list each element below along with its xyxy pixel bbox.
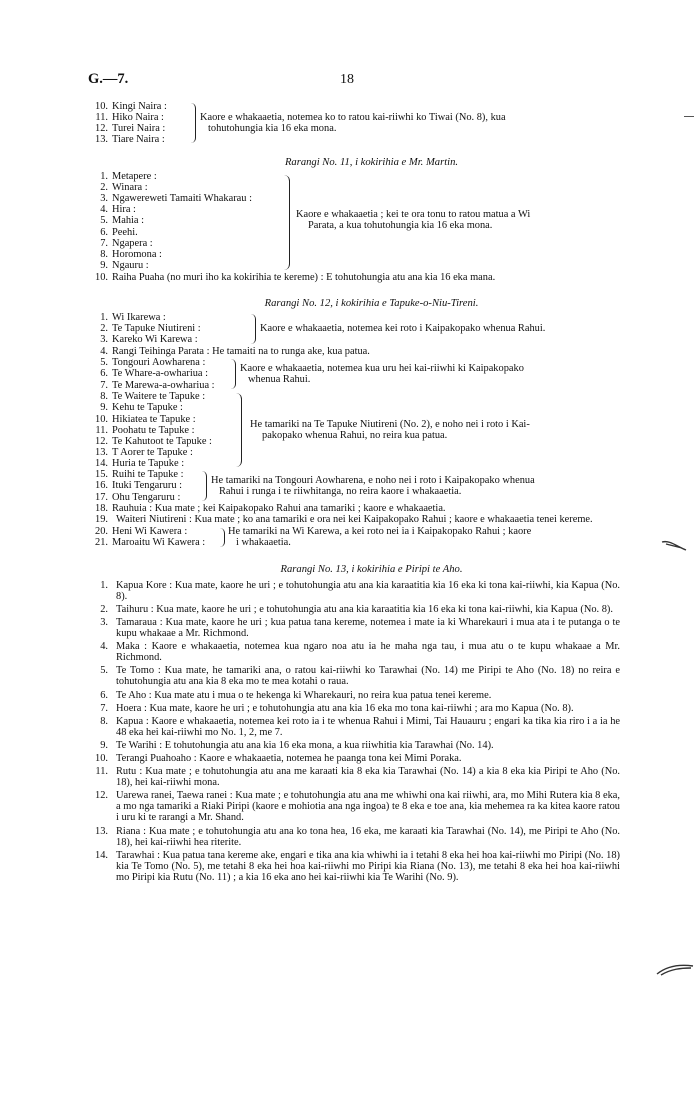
group-note: Kaore e whakaaetia ; kei te ora tonu to ratou matua a Wi Parata, a kua tohutohungia kia 16 eka mona. <box>296 209 531 232</box>
list12-group3 <box>88 391 620 469</box>
list-item: 12. Turei Naira : <box>95 123 166 135</box>
section-heading: Rarangi No. 12, i kokirihia e Tapuke-o-Niu-Tireni. <box>264 298 479 310</box>
list-item: 8. Te Waitere te Tapuke : <box>100 391 206 403</box>
brace <box>231 359 236 389</box>
list-item: 21. Maroaitu Wi Kawera : <box>95 536 206 548</box>
list-item: 10. Hikiatea te Tapuke : <box>95 413 196 425</box>
margin-scribble <box>660 538 690 554</box>
list-item: 1. Wi Ikarewa : <box>100 312 166 324</box>
brace <box>236 393 242 467</box>
list-item: 1. Metapere : <box>100 171 157 183</box>
list-item: 4. Maka : Kaore e whakaaetia, notemea kua ngaro noa atu ia he maha nga tau, i mua atu o te kupu whakaae a Mr. Richmond. <box>100 641 620 664</box>
list-item: 12. Uarewa ranei, Taewa ranei : Kua mate ; e tohutohungia atu ana me whiwhi ona kai riiwhi, ara, mo Mihi Rutera kia 8 eka, a mo nga tamariki a Riaki Piripi (kaore e mohiotia ana nga ingoa) te 8 eka e toe ana, kia mehemea ra ka kitea kaore ratou i uru ki te rarangi a Mr. Shand. <box>95 790 620 824</box>
page-number: 18 <box>340 72 354 87</box>
list-item: 5. Mahia : <box>100 215 145 227</box>
margin-mark <box>684 116 694 117</box>
list-item: 3. Tamaraua : Kua mate, kaore he uri ; kua patua tana kereme, notemea i mate ia ki Wharekauri i mua ata i te putanga o te kupu whakaae a Mr. Richmond. <box>100 616 620 640</box>
list-item: 18. Rauhuia : Kua mate ; kei Kaipakopako Rahui ana tamariki ; kaore e whakaaetia. <box>95 503 446 515</box>
section-heading: Rarangi No. 11, i kokirihia e Mr. Martin. <box>284 157 459 168</box>
list-item: 2. Winara : <box>100 182 148 194</box>
brace <box>202 471 207 501</box>
list12-group2 <box>88 357 620 391</box>
list-item: 16. Ituki Tengaruru : <box>95 480 183 492</box>
list-item: 12. Te Kahutoot te Tapuke : <box>95 435 212 447</box>
list-item: 8. Kapua : Kaore e whakaaetia, notemea kei roto ia i te whenua Rahui i Mimi, Tai Hauauru ; engari ka tika kia riro i a ia he 48 eka hei kai-riiwhi mo No. 1, 2, me 7. <box>100 715 620 738</box>
brace <box>220 528 225 547</box>
list-item: 17. Ohu Tengaruru : <box>95 491 181 503</box>
list-item: 9. Ngauru : <box>100 259 149 271</box>
group-note: He tamariki na Tongouri Aowharena, e noho nei i roto i Kaipakopako whenua Rahui i runga i te riiwhitanga, no reira kaore i whakaaetia. <box>211 475 535 498</box>
list-item: 4. Hira : <box>100 204 136 216</box>
document-id: G.—7. <box>88 71 129 87</box>
group-note: Kaore e whakaaetia, notemea kua uru hei kai-riiwhi ki Kaipakopako whenua Rahui. <box>240 363 524 386</box>
list-item: 6. Peehi. <box>100 226 138 238</box>
document-body <box>88 101 620 883</box>
group-note: He tamariki na Wi Karewa, a kei roto nei ia i Kaipakopako Rahui ; kaore i whakaaetia. <box>228 525 532 548</box>
list-item: 20. Heni Wi Kawera : <box>95 525 188 537</box>
group-note: He tamariki na Te Tapuke Niutireni (No. 2), e noho nei i roto i Kai- pakopako whenua Rahui, no reira kua patua. <box>250 419 530 442</box>
list-item: 1. Kapua Kore : Kua mate, kaore he uri ; e tohutohungia atu ana kia karaatitia kia 16 eka ki tona kai-riiwhi, kia Kapua (No. 8). <box>100 579 620 602</box>
group-note: Kaore e whakaaetia, notemea kei roto i Kaipakopako whenua Rahui. <box>260 323 546 335</box>
brace <box>284 175 290 270</box>
list11-group <box>88 171 620 272</box>
list-item: 7. Hoera : Kua mate, kaore he uri ; e tohutohungia atu ana kia 16 eka mo tona kai-riiwhi ; ara mo Kapua (No. 8). <box>100 702 574 714</box>
margin-scribble-2 <box>655 962 695 978</box>
list-item: 11. Rutu : Kua mate ; e tohutohungia atu ana me karaati kia 8 eka kia Tarawhai (No. 14) a kia 8 eka kia Piripi te Aho (No. 18), hei kai-riiwhi mona. <box>95 766 620 789</box>
list12-group1 <box>88 312 620 346</box>
brace <box>251 314 256 344</box>
group-note: Kaore e whakaaetia, notemea ko to ratou kai-riiwhi ko Tiwai (No. 8), kua tohutohungia kia 16 eka mona. <box>200 112 506 135</box>
list-item: 3. Ngawereweti Tamaiti Whakarau : <box>100 193 252 205</box>
list-item: 6. Te Aho : Kua mate atu i mua o te hekenga ki Wharekauri, no reira kua patua tenei kereme. <box>100 689 492 701</box>
list-item: 3. Kareko Wi Karewa : <box>100 334 198 346</box>
list-item: 13. T Aorer te Tapuke : <box>95 446 193 458</box>
list-item: 8. Horomona : <box>100 248 162 260</box>
list-item: 6. Te Whare-a-owhariua : <box>100 368 209 380</box>
list-item: 2. Taihuru : Kua mate, kaore he uri ; e tohutohungia atu ana kia karaatitia kia 16 eka ki tona kai-riiwhi, kia Kapua (No. 8). <box>100 603 613 615</box>
list-item: 5. Tongouri Aowharena : <box>100 357 206 369</box>
list-item: 11. Poohatu te Tapuke : <box>95 424 195 436</box>
list-item: 14. Huria te Tapuke : <box>95 457 185 469</box>
list-item: 13. Riana : Kua mate ; e tohutohungia atu ana ko tona hea, 16 eka, me karaati kia Tarawhai (No. 14), me Piripi te Aho (No. 18), hei kai-riiwhi hea riterite. <box>95 825 620 848</box>
list12-group4 <box>88 469 620 503</box>
list-item: 10. Raiha Puaha (no muri iho ka kokirihia te kereme) : E tohutohungia atu ana kia 16 eka mana. <box>95 272 496 284</box>
top-group <box>88 101 620 146</box>
list-item: 10. Kingi Naira : <box>95 101 167 112</box>
list-item: 2. Te Tapuke Niutireni : <box>100 323 201 335</box>
list-item: 5. Te Tomo : Kua mate, he tamariki ana, o ratou kai-riiwhi ko Tarawhai (No. 14) me Piripi te Aho (No. 18) no reira e tohutohungia atu ana kia 8 eka mo te mea kotahi o raua. <box>100 665 620 688</box>
brace <box>191 103 196 143</box>
list-item: 9. Te Warihi : E tohutohungia atu ana kia 16 eka mona, a kua riiwhitia kia Tarawhai (No. 14). <box>100 739 494 751</box>
list-item: 13. Tiare Naira : <box>95 134 165 146</box>
section-heading: Rarangi No. 13, i kokirihia e Piripi te Aho. <box>280 563 463 575</box>
list-item: 14. Tarawhai : Kua patua tana kereme ake, engari e tika ana kia whiwhi ia i tetahi 8 eka hei hoa kai-riiwhi mo Piripi (No. 18) kia Te Tomo (No. 5), me tetahi 8 eka hei hoa kai-riiwhi mo Piripi kia Riana (No. 13), me tetahi 8 eka hei hoa kai-riiwhi mo Piripi kia Rutu (No. 11) ; a kia 16 eka ano hei kai-riiwhi kia Te Warihi (No. 9). <box>95 849 620 883</box>
list12-group5 <box>88 526 620 549</box>
list-item: 4. Rangi Teihinga Parata : He tamaiti na to runga ake, kua patua. <box>100 346 370 358</box>
list-item: 10. Terangi Puahoaho : Kaore e whakaaetia, notemea he paanga tona kei Mimi Poraka. <box>95 752 462 764</box>
list-item: 19. Waiteri Niutireni : Kua mate ; ko ana tamariki e ora nei kei Kaipakopako Rahui ; kaore e whakaaetia tenei kereme. <box>95 514 593 526</box>
list-item: 7. Te Marewa-a-owhariua : <box>100 379 215 391</box>
list-item: 11. Hiko Naira : <box>95 112 164 124</box>
list-item: 9. Kehu te Tapuke : <box>100 402 183 414</box>
list-item: 15. Ruihi te Tapuke : <box>95 469 184 481</box>
list-item: 7. Ngapera : <box>100 237 153 249</box>
